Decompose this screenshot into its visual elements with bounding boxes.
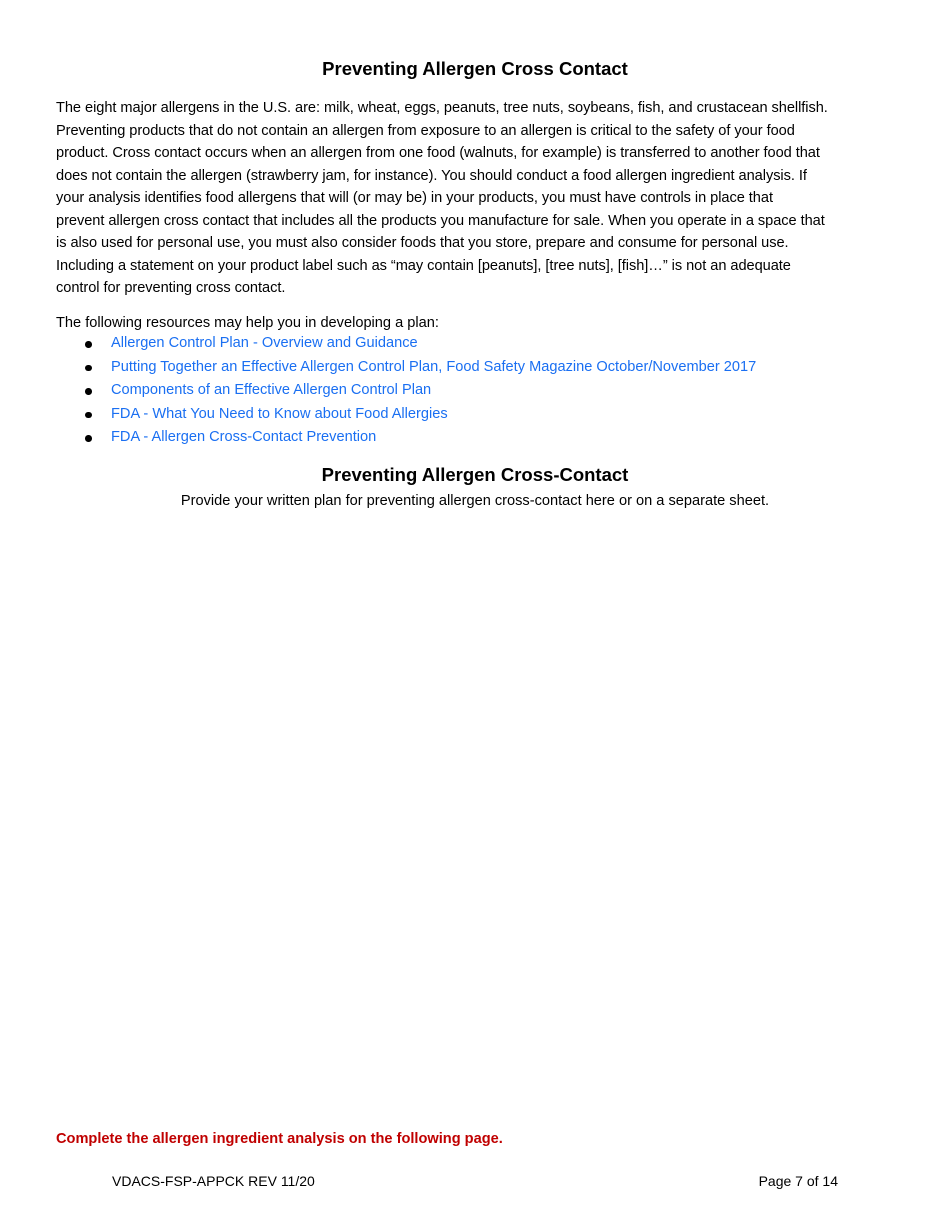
intro-line: Including a statement on your product label such as “may contain [peanuts], [tree nuts], [fish]…” is not an adequate: [56, 257, 791, 274]
bullet-icon: [85, 435, 92, 442]
resource-link-allergen-control-plan-overview[interactable]: Allergen Control Plan - Overview and Guidance: [111, 335, 418, 351]
intro-line: Preventing products that do not contain an allergen from exposure to an allergen is critical to the safety of your food: [56, 122, 795, 139]
resource-link-components-allergen-control-plan[interactable]: Components of an Effective Allergen Control Plan: [111, 382, 432, 399]
bullet-icon: [85, 388, 92, 395]
resource-link-fda-cross-contact-prevention[interactable]: FDA - Allergen Cross-Contact Prevention: [111, 429, 377, 446]
next-step-notice: Complete the allergen ingredient analysis on the following page.: [56, 1131, 503, 1147]
section-instructions: Provide your written plan for preventing allergen cross-contact here or on a separate sheet.: [180, 493, 770, 509]
intro-paragraph: [56, 97, 894, 300]
resource-link-effective-allergen-control-plan-article[interactable]: Putting Together an Effective Allergen Control Plan, Food Safety Magazine October/November 2017: [111, 358, 757, 375]
intro-line: product. Cross contact occurs when an allergen from one food (walnuts, for example) is transferred to another food that: [56, 145, 820, 161]
footer-page-number: Page 7 of 14: [758, 1173, 838, 1189]
bullet-icon: [85, 412, 92, 419]
intro-line: prevent allergen cross contact that includes all the products you manufacture for sale. When you operate in a space that: [56, 212, 825, 229]
intro-line: control for preventing cross contact.: [56, 280, 286, 296]
resource-link-fda-food-allergies[interactable]: FDA - What You Need to Know about Food Allergies: [111, 405, 448, 422]
footer-form-code: VDACS-FSP-APPCK REV 11/20: [112, 1173, 315, 1189]
page-title: Preventing Allergen Cross Contact: [322, 58, 628, 79]
document-page: [56, 0, 894, 1230]
bullet-icon: [85, 341, 92, 348]
resources-lead-text: The following resources may help you in developing a plan:: [56, 315, 439, 331]
intro-line: does not contain the allergen (strawberry jam, for instance). You should conduct a food allergen ingredient analysis. If: [56, 167, 807, 184]
intro-line: your analysis identifies food allergens that will (or may be) in your products, you must have controls in place that: [56, 190, 773, 206]
intro-line: The eight major allergens in the U.S. are: milk, wheat, eggs, peanuts, tree nuts, soybeans, fish, and crustacean shellfish.: [56, 100, 828, 116]
intro-line: is also used for personal use, you must also consider foods that you store, prepare and consume for personal use.: [56, 235, 789, 251]
section-title: Preventing Allergen Cross-Contact: [321, 464, 629, 485]
written-plan-area[interactable]: [56, 520, 894, 1110]
bullet-icon: [85, 365, 92, 372]
